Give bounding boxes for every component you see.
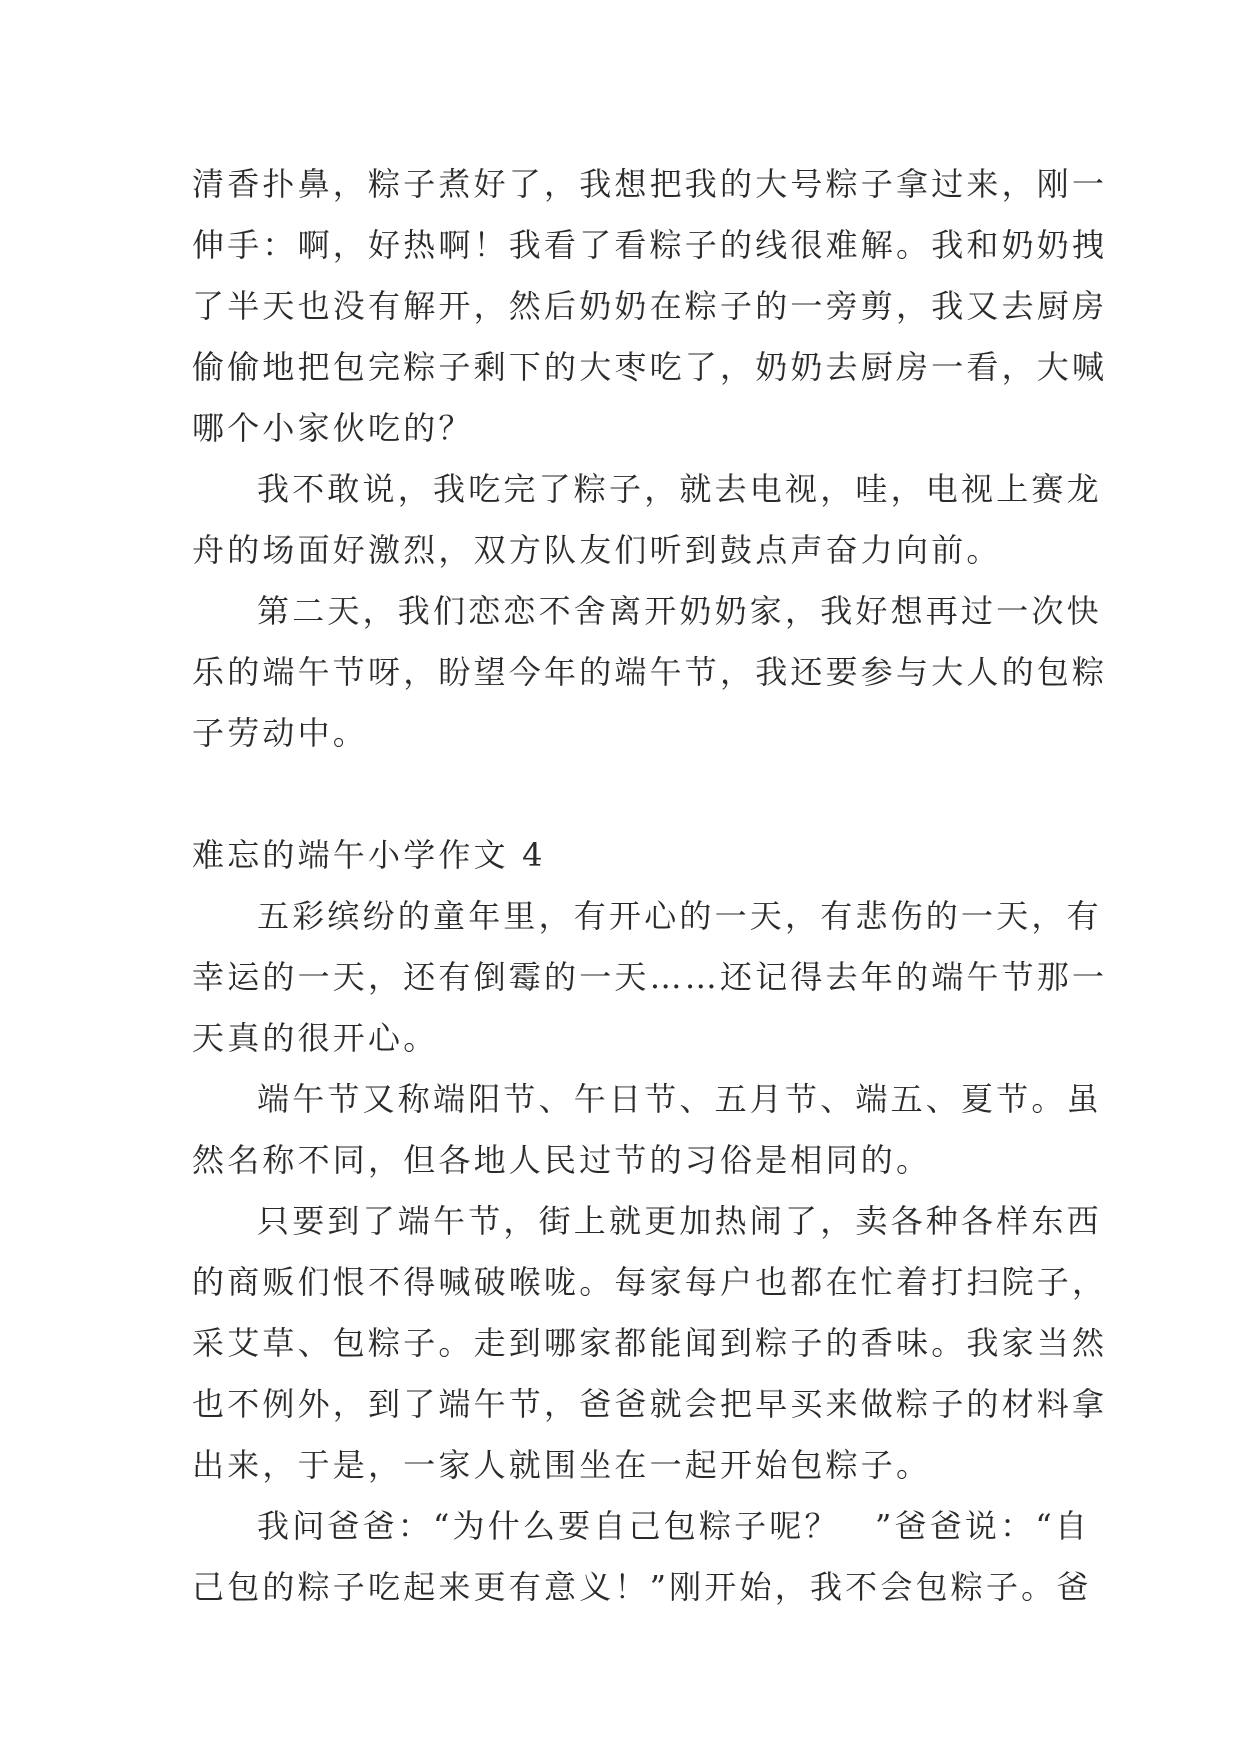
paragraph-2 xyxy=(192,459,1102,581)
section-gap xyxy=(192,764,1062,825)
paragraph-line: 采艾草、包粽子。走到哪家都能闻到粽子的香味。我家当然 xyxy=(192,1324,1108,1362)
paragraph-line: 子劳动中。 xyxy=(192,714,369,752)
section-heading: 难忘的端午小学作文 4 xyxy=(192,836,546,874)
paragraph-3 xyxy=(192,581,1108,764)
paragraph-6 xyxy=(192,1191,1108,1496)
paragraph-line: 己包的粽子吃起来更有意义！”刚开始，我不会包粽子。爸 xyxy=(192,1568,1092,1606)
paragraph-line: 乐的端午节呀，盼望今年的端午节，我还要参与大人的包粽 xyxy=(192,653,1108,691)
paragraph-line: 伸手：啊，好热啊！我看了看粽子的线很难解。我和奶奶拽 xyxy=(192,226,1108,264)
paragraph-line: 只要到了端午节，街上就更加热闹了，卖各种各样东西 xyxy=(257,1202,1102,1240)
paragraph-line: 然名称不同，但各地人民过节的习俗是相同的。 xyxy=(192,1141,932,1179)
paragraph-line: 第二天，我们恋恋不舍离开奶奶家，我好想再过一次快 xyxy=(257,592,1102,630)
paragraph-line: 幸运的一天，还有倒霉的一天……还记得去年的端午节那一 xyxy=(192,958,1108,996)
paragraph-5 xyxy=(192,1069,1102,1191)
paragraph-line: 偷偷地把包完粽子剩下的大枣吃了，奶奶去厨房一看，大喊 xyxy=(192,348,1108,386)
paragraph-line: 出来，于是，一家人就围坐在一起开始包粽子。 xyxy=(192,1446,932,1484)
paragraph-line: 端午节又称端阳节、午日节、五月节、端五、夏节。虽 xyxy=(257,1080,1102,1118)
paragraph-line: 清香扑鼻，粽子煮好了，我想把我的大号粽子拿过来，刚一 xyxy=(192,165,1108,203)
paragraph-line: 也不例外，到了端午节，爸爸就会把早买来做粽子的材料拿 xyxy=(192,1385,1108,1423)
paragraph-line: 我不敢说，我吃完了粽子，就去电视，哇，电视上赛龙 xyxy=(257,470,1102,508)
paragraph-line: 我问爸爸：“为什么要自己包粽子呢？ ”爸爸说：“自 xyxy=(257,1507,1091,1545)
document-body xyxy=(192,154,1108,1618)
paragraph-line: 哪个小家伙吃的？ xyxy=(192,409,474,447)
paragraph-7 xyxy=(192,1496,1092,1618)
paragraph-line: 了半天也没有解开，然后奶奶在粽子的一旁剪，我又去厨房 xyxy=(192,287,1108,325)
paragraph-line: 的商贩们恨不得喊破喉咙。每家每户也都在忙着打扫院子， xyxy=(192,1263,1108,1301)
paragraph-4 xyxy=(192,886,1108,1069)
paragraph-line: 舟的场面好激烈，双方队友们听到鼓点声奋力向前。 xyxy=(192,531,1002,569)
paragraph-line: 五彩缤纷的童年里，有开心的一天，有悲伤的一天，有 xyxy=(257,897,1102,935)
paragraph-line: 天真的很开心。 xyxy=(192,1019,439,1057)
paragraph-1 xyxy=(192,154,1108,459)
